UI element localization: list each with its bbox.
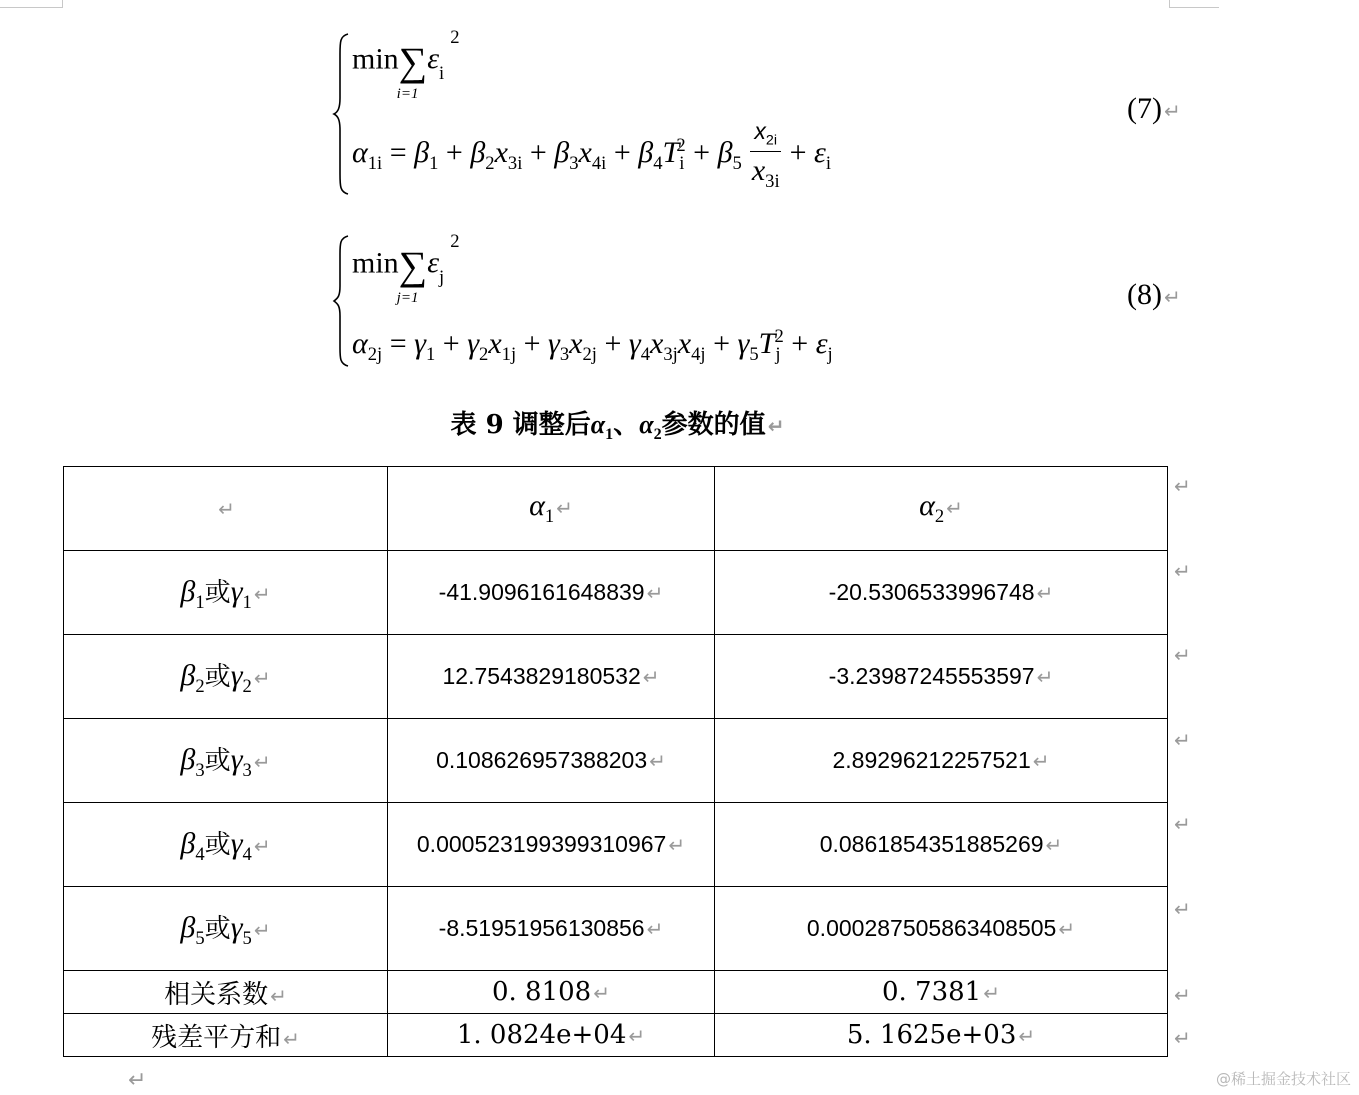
crop-corner-icon [62, 0, 63, 8]
return-arrow-icon: ↵ [283, 1026, 300, 1051]
cell-value: -3.23987245553597 ↵ [715, 635, 1168, 719]
return-arrow-icon: ↵ [1174, 643, 1191, 667]
row-label: $\beta_2$或$\gamma_2$ ↵ [64, 635, 388, 719]
cell-value: 5. 1625e+03 ↵ [715, 1014, 1168, 1057]
return-arrow-icon: ↵ [1036, 581, 1054, 605]
header-alpha2: $\alpha_2$ ↵ [715, 467, 1168, 551]
return-arrow-icon: ↵ [649, 749, 666, 773]
row-label: 残差平方和 ↵ [64, 1014, 388, 1057]
return-arrow-icon: ↵ [253, 665, 271, 690]
table-row [64, 803, 1168, 887]
return-arrow-icon: ↵ [1018, 1024, 1036, 1048]
cell-value: -41.9096161648839 ↵ [388, 551, 715, 635]
return-arrow-icon: ↵ [1036, 665, 1054, 689]
table-row [64, 551, 1168, 635]
return-arrow-icon: ↵ [628, 1024, 646, 1048]
return-arrow-icon: ↵ [1174, 983, 1191, 1007]
row-label: $\beta_4$或$\gamma_4$ ↵ [64, 803, 388, 887]
cell-value: 0. 8108 ↵ [388, 971, 715, 1014]
return-arrow-icon: ↵ [253, 833, 271, 858]
left-brace-icon [332, 234, 350, 368]
cell-value: 12.7543829180532 ↵ [388, 635, 715, 719]
return-arrow-icon: ↵ [556, 496, 573, 520]
cell-value: 2.89296212257521 ↵ [715, 719, 1168, 803]
left-brace-icon [332, 32, 350, 196]
cell-value: -8.51951956130856 ↵ [388, 887, 715, 971]
return-arrow-icon: ↵ [1032, 749, 1050, 773]
return-arrow-icon: ↵ [646, 917, 664, 941]
return-arrow-icon: ↵ [767, 414, 785, 438]
cell-value: 0.000287505863408505 ↵ [715, 887, 1168, 971]
cell-value: 1. 0824e+04 ↵ [388, 1014, 715, 1057]
row-label: $\beta_5$或$\gamma_5$ ↵ [64, 887, 388, 971]
parameter-table [63, 466, 1168, 1057]
cell-value: -20.5306533996748 ↵ [715, 551, 1168, 635]
eq7-line1: min∑ i=1 $\varepsilon_i^2$ [352, 27, 460, 102]
return-arrow-icon: ↵ [1174, 474, 1191, 498]
row-label: $\beta_3$或$\gamma_3$ ↵ [64, 719, 388, 803]
return-arrow-icon: ↵ [1045, 833, 1063, 857]
return-arrow-icon: ↵ [1174, 812, 1191, 836]
watermark: @稀土掘金技术社区 [1215, 1070, 1351, 1088]
cell-value: 0. 7381 ↵ [715, 971, 1168, 1014]
return-arrow-icon: ↵ [1163, 285, 1181, 309]
return-arrow-icon: ↵ [253, 749, 271, 774]
return-arrow-icon: ↵ [1174, 897, 1191, 921]
crop-corner-icon [1169, 7, 1219, 8]
table-row [64, 887, 1168, 971]
return-arrow-icon: ↵ [946, 496, 963, 520]
table-row [64, 635, 1168, 719]
row-label: $\beta_1$或$\gamma_1$ ↵ [64, 551, 388, 635]
return-arrow-icon: ↵ [1058, 917, 1076, 941]
return-arrow-icon: ↵ [218, 496, 235, 521]
row-label: 相关系数 ↵ [64, 971, 388, 1014]
return-arrow-icon: ↵ [642, 665, 660, 689]
eq8-line1: min∑ j=1 $\varepsilon_j^2$ [352, 231, 460, 306]
return-arrow-icon: ↵ [270, 983, 287, 1008]
eq7-line2: $\alpha_{1i} = \beta_1 + \beta_2x_{3i} + \beta_3x_{4i} + \beta_4T_i^2 + \beta_5$ $\frac{x_{2i}}{x_{3i}}$ + $\varepsilon_i$ [352, 118, 832, 192]
return-arrow-icon: ↵ [1174, 728, 1191, 752]
eq8-line2: $\alpha_{2j} = \gamma_1 + \gamma_2x_{1j} + \gamma_3x_{2j} + \gamma_4x_{3j}x_{4j} + \gamma_5T_j^2 + \varepsilon_j$ [352, 326, 833, 365]
table-corner-cell [64, 467, 388, 551]
return-arrow-icon: ↵ [253, 581, 271, 606]
table-row [64, 719, 1168, 803]
return-arrow-icon: ↵ [1174, 559, 1191, 583]
eq7-number: (7) ↵ [1127, 92, 1181, 125]
cell-value: 0.108626957388203 ↵ [388, 719, 715, 803]
cell-value: 0.000523199399310967 ↵ [388, 803, 715, 887]
table-row-correlation [64, 971, 1168, 1014]
crop-corner-icon [0, 7, 62, 8]
return-arrow-icon: ↵ [668, 833, 686, 857]
return-arrow-icon: ↵ [1163, 99, 1181, 123]
return-arrow-icon: ↵ [1174, 1026, 1191, 1050]
return-arrow-icon: ↵ [253, 917, 271, 942]
table-header-row [64, 467, 1168, 551]
return-arrow-icon: ↵ [983, 981, 1000, 1005]
table-caption: 表 9 调整后$\alpha_1$、$\alpha_2$参数的值 ↵ [450, 410, 785, 444]
return-arrow-icon: ↵ [593, 981, 610, 1005]
eq8-number: (8) ↵ [1127, 278, 1181, 311]
return-arrow-icon: ↵ [128, 1068, 147, 1093]
cell-value: 0.0861854351885269 ↵ [715, 803, 1168, 887]
header-alpha1: $\alpha_1$ ↵ [388, 467, 715, 551]
table-row-rss [64, 1014, 1168, 1057]
return-arrow-icon: ↵ [646, 581, 664, 605]
